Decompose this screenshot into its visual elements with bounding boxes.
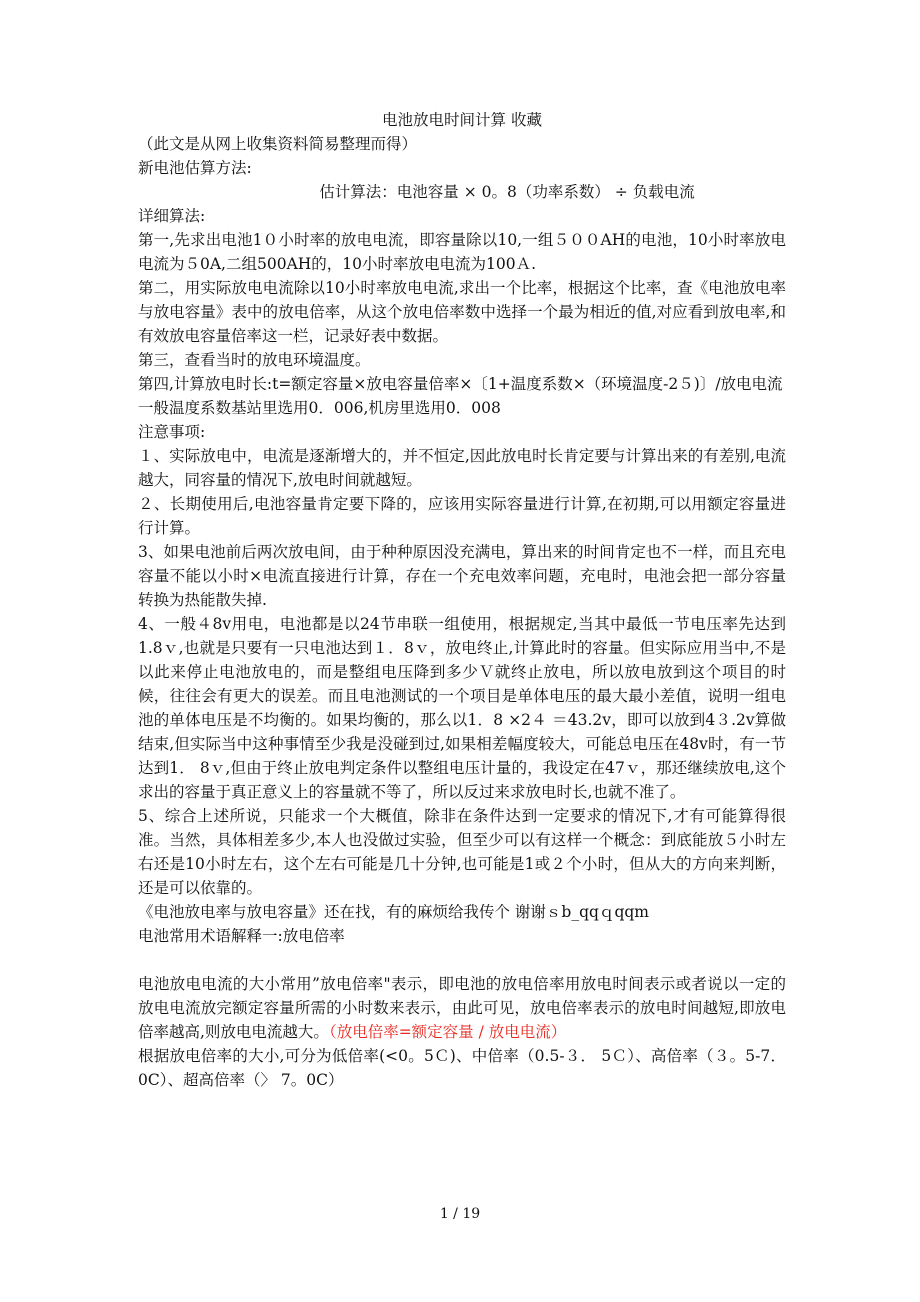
source-note: （此文是从网上收集资料简易整理而得） [138,135,418,153]
estimate-formula: 估计算法：电池容量 × 0。8（功率系数） ÷ 负载电流 [319,183,695,201]
step-1: 第一,先求出电池1０小时率的放电电流，即容量除以10,一组５００AH的电池，10小时率放电电流为５0A,二组500AH的，10小时率放电电流为100Ａ. [138,231,786,273]
note-5: 5、综合上述所说，只能求一个大概值，除非在条件达到一定要求的情况下,才有可能算得很准。当然，具体相差多少,本人也没做过实验，但至少可以有这样一个概念：到底能放５小时左右还是10小时左右，这个左右可能是几十分钟,也可能是1或２个小时，但从大的方向来判断，还是可以依靠的。 [138,807,786,897]
note-3: 3、如果电池前后两次放电间，由于种种原因没充满电，算出来的时间肯定也不一样，而且充电容量不能以小时×电流直接进行计算，存在一个充电效率问题，充电时，电池会把一部分容量转换为热能散失掉. [138,543,786,609]
note-4: 4、一般４8v用电，电池都是以24节串联一组使用，根据规定,当其中最低一节电压率先达到1.8ｖ,也就是只要有一只电池达到１．8ｖ，放电终止,计算此时的容量。但实际应用当中,不是以此来停止电池放电的，而是整组电压降到多少Ｖ就终止放电，所以放电放到这个项目的时候，往往会有更大的误差。而且电池测试的一个项目是单体电压的最大最小差值，说明一组电池的单体电压是不均衡的。如果均衡的，那么以1．8 ×2４ ＝43.2v，即可以放到4３.2v算做结束,但实际当中这种事情至少我是没碰到过,如果相差幅度较大，可能总电压在48v时，有一节达到1． 8ｖ,但由于终止放电判定条件以整组电压计量的，我设定在47ｖ，那还继续放电,这个求出的容量于真正意义上的容量就不等了，所以反过来求放电时长,也就不准了。 [138,615,786,801]
request-line: 《电池放电率与放电容量》还在找，有的麻烦给我传个 谢谢ｓb_qqｑqqm [138,903,649,921]
blank-line [138,948,786,972]
note-1: １、实际放电中，电流是逐渐增大的，并不恒定,因此放电时长肯定要与计算出来的有差别,电流越大，同容量的情况下,放电时间就越短。 [138,447,786,489]
temperature-coefficient: 一般温度系数基站里选用0．006,机房里选用0．008 [138,399,501,417]
step-3: 第三，查看当时的放电环境温度。 [138,351,371,369]
discharge-rate-classes: 根据放电倍率的大小,可分为低倍率(<0。5Ｃ)、中倍率（0.5-３． 5Ｃ）、高倍率（３。5-7．0C）、超高倍率（〉 7。0C） [138,1047,786,1089]
terms-heading: 电池常用术语解释一:放电倍率 [138,927,345,945]
step-4: 第四,计算放电时长:t=额定容量×放电容量倍率×〔1+温度系数×（环境温度-2５)〕/放电电流 [138,375,783,393]
page-number: 1 / 19 [439,1206,481,1222]
discharge-rate-paragraph [138,972,786,1044]
discharge-rate-text: 电池放电电流的大小常用”放电倍率"表示，即电池的放电倍率用放电时间表示或者说以一定的放电电流放完额定容量所需的小时数来表示，由此可见，放电倍率表示的放电时间越短,即放电倍率越高,则放电电流越大。 [138,975,786,1041]
discharge-rate-formula: （放电倍率=额定容量 / 放电电流） [328,1023,567,1041]
note-2: ２、长期使用后,电池容量肯定要下降的，应该用实际容量进行计算,在初期,可以用额定容量进行计算。 [138,495,786,537]
notes-heading: 注意事项: [138,423,206,441]
document-title: 电池放电时间计算 收藏 [382,111,542,129]
step-2: 第二，用实际放电电流除以10小时率放电电流,求出一个比率，根据这个比率，查《电池放电率与放电容量》表中的放电倍率，从这个放电倍率数中选择一个最为相近的值,对应看到放电率,和有效放电容量倍率这一栏，记录好表中数据。 [138,279,786,345]
document-page [138,108,786,1092]
detail-heading: 详细算法: [138,207,206,225]
estimate-heading: 新电池估算方法: [138,159,252,177]
